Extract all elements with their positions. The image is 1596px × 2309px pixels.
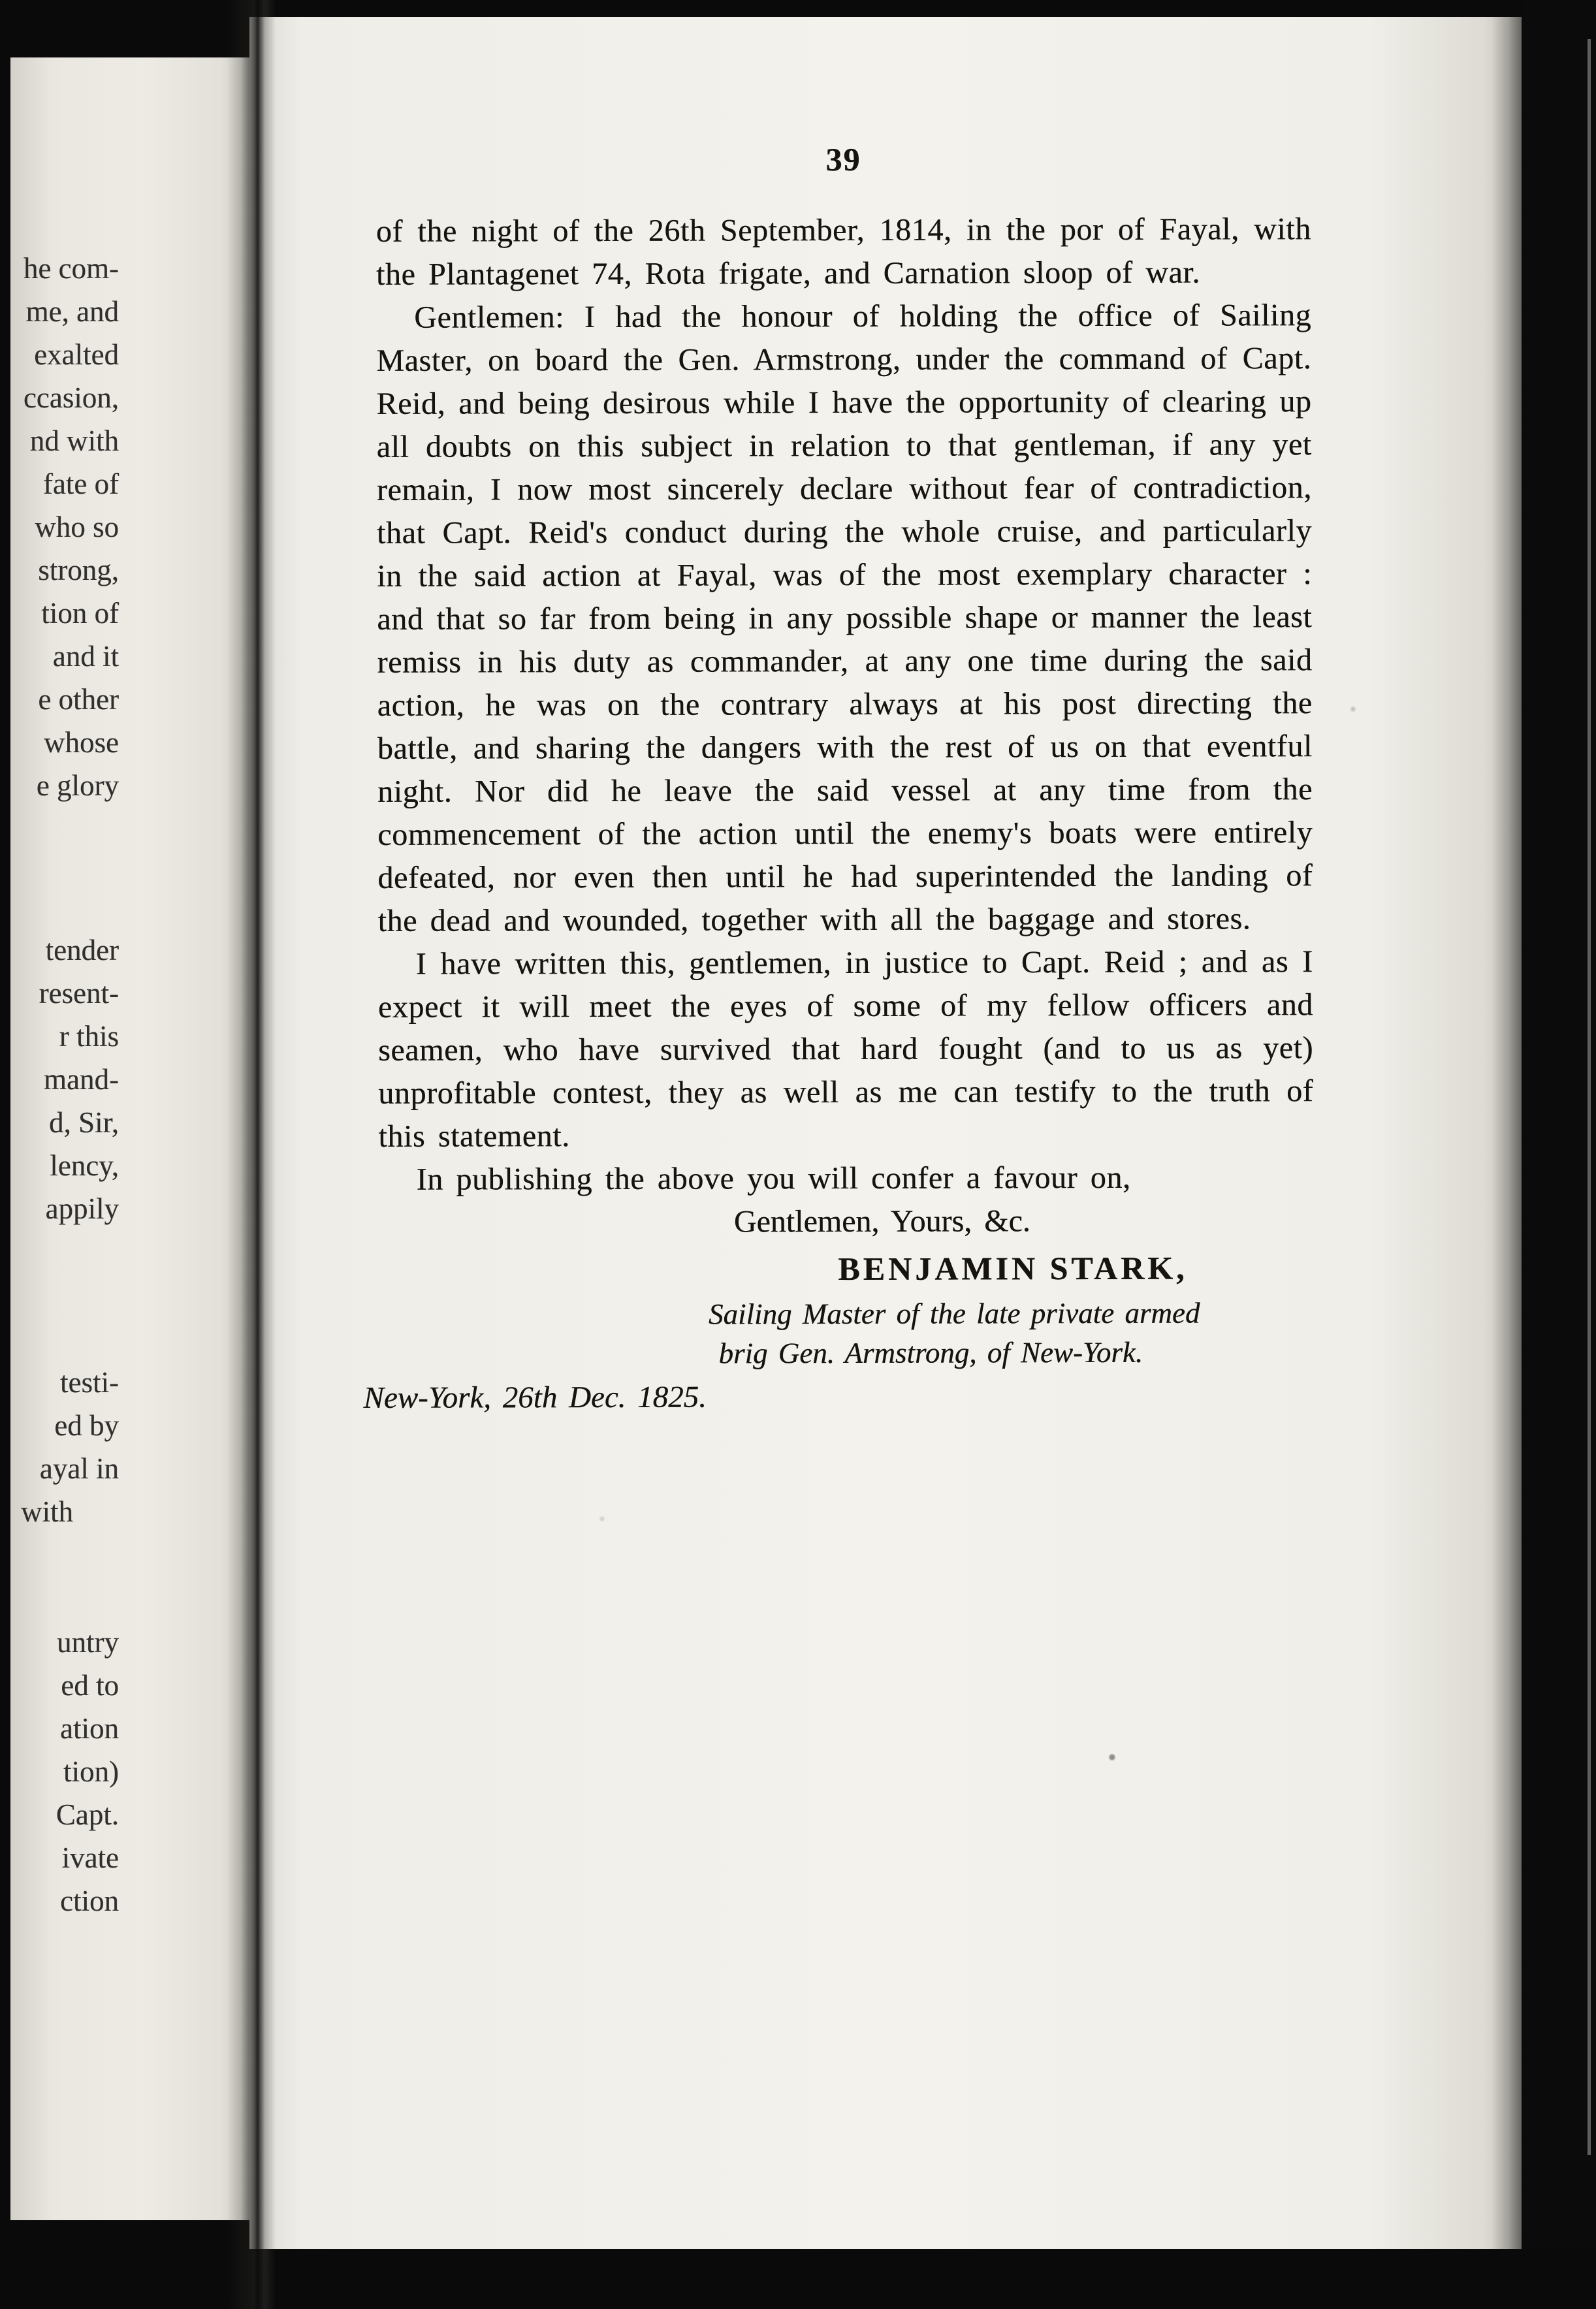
- text-fragment-line: with: [20, 1495, 73, 1528]
- text-fragment-line: whose: [44, 726, 119, 759]
- text-fragment-line: ed by: [54, 1409, 119, 1442]
- text-fragment-line: e glory: [36, 769, 119, 802]
- facing-page-edge: [10, 57, 249, 2220]
- text-fragment-line: testi-: [60, 1366, 119, 1399]
- text-fragment-line: tion of: [41, 597, 119, 629]
- fragment-group-2: [10, 929, 119, 1230]
- text-fragment-line: r this: [59, 1020, 119, 1053]
- text-fragment-line: untry: [57, 1626, 119, 1659]
- text-fragment-line: nd with: [29, 424, 119, 457]
- text-fragment-line: ed to: [61, 1669, 119, 1702]
- text-fragment-line: me, and: [25, 295, 119, 328]
- text-fragment-line: e other: [38, 683, 119, 716]
- fragment-group-1: [10, 247, 119, 807]
- text-fragment-line: tion): [63, 1755, 119, 1788]
- signature-title-line-1: Sailing Master of the late private armed: [708, 1296, 1200, 1331]
- text-fragment-line: ction: [60, 1885, 119, 1917]
- gutter-shadow: [227, 0, 276, 2309]
- fragment-group-3: [10, 1361, 119, 1533]
- page-number: 39: [825, 140, 861, 178]
- paragraph-3: I have written this, gentlemen, in justice to Capt. Reid ; and as I expect it will meet the eyes of some of my fellow officers and seamen, who have survived that hard fought (and to us as yet) unprofitable contest, they as well as me can testify to the truth of this statement.: [377, 944, 1314, 1154]
- facing-page-text-fragments: [10, 247, 119, 1922]
- text-fragment-line: ation: [60, 1712, 119, 1745]
- paragraph-4: In publishing the above you will confer a favour on,: [416, 1160, 1131, 1197]
- dateline: New-York, 26th Dec. 1825.: [363, 1380, 707, 1415]
- book-page: [249, 17, 1522, 2250]
- text-fragment-line: tender: [45, 934, 119, 966]
- signature-name: BENJAMIN STARK,: [838, 1249, 1188, 1288]
- text-fragment-line: ivate: [61, 1841, 119, 1874]
- text-fragment-line: exalted: [34, 338, 119, 371]
- page-text-block: [363, 138, 1314, 1420]
- text-fragment-line: lency,: [50, 1149, 119, 1182]
- text-fragment-line: resent-: [39, 977, 119, 1010]
- paragraph-1: of the night of the 26th September, 1814, in the por of Fayal, with the Plantagenet 74, Rota frigate, and Carnation sloop of war.: [375, 212, 1311, 292]
- text-fragment-line: ccasion,: [23, 381, 119, 414]
- closing-salutation: Gentlemen, Yours, &c.: [733, 1203, 1030, 1239]
- text-fragment-line: strong,: [38, 554, 119, 586]
- text-fragment-line: ayal in: [39, 1452, 119, 1485]
- text-fragment-line: who so: [35, 511, 119, 543]
- scan-border-right: [1522, 0, 1596, 2309]
- text-fragment-line: and it: [52, 640, 119, 673]
- text-fragment-line: mand-: [44, 1063, 119, 1096]
- text-fragment-line: he com-: [23, 252, 119, 285]
- text-fragment-line: fate of: [42, 468, 119, 500]
- page-edge-highlight: [1588, 39, 1591, 2155]
- signature-title-line-2: brig Gen. Armstrong, of New-York.: [718, 1335, 1143, 1370]
- fragment-group-4: [10, 1621, 119, 1922]
- text-fragment-line: appily: [45, 1192, 119, 1225]
- paragraph-2: Gentlemen: I had the honour of holding the office of Sailing Master, on board the Gen. Armstrong, under the command of Capt. Reid, and being desirous while I have the opportunity of clearing up all doubts on this subject in relation to that gentleman, if any yet remain, I now most sincerely declare without fear of contradiction, that Capt. Reid's conduct during the whole cruise, and particularly in the said action at Fayal, was of the most exemplary character : and that so far from being in any possible shape or manner the least remiss in his duty as commander, at any one time during the said action, he was on the contrary always at his post directing the battle, and sharing the dangers with the rest of us on that eventful night. Nor did he leave the said vessel at any time from the commencement of the action until the enemy's boats were entirely defeated, nor even then until he had superintended the landing of the dead and wounded, together with all the baggage and stores.: [376, 298, 1313, 938]
- text-fragment-line: Capt.: [56, 1798, 119, 1831]
- text-fragment-line: d, Sir,: [49, 1106, 119, 1139]
